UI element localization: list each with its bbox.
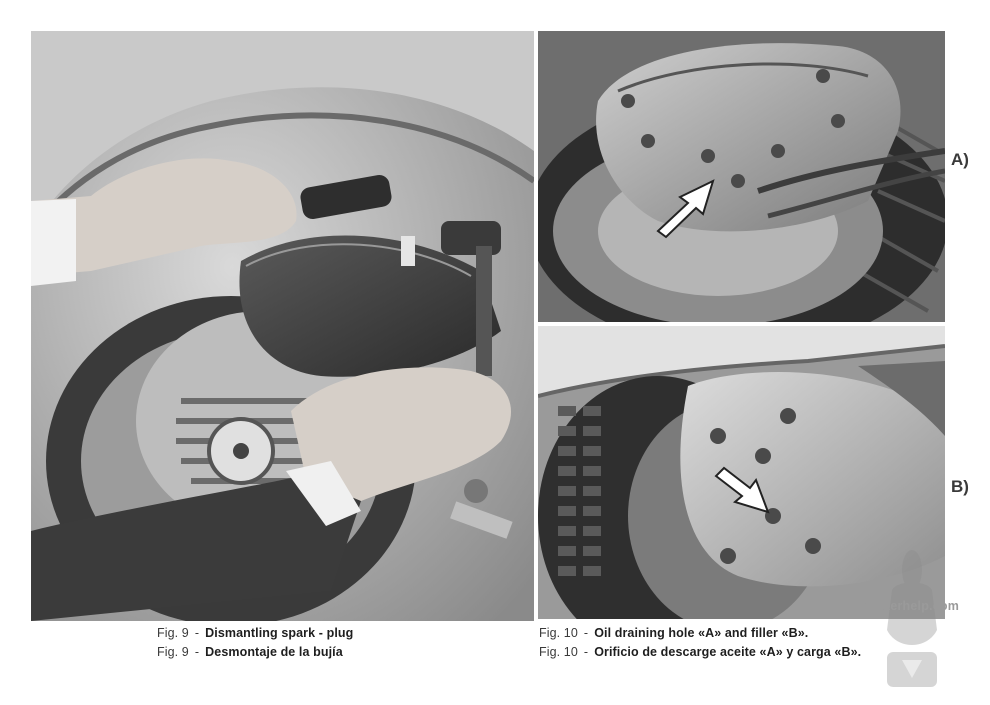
fig-title: Desmontaje de la bujía <box>205 645 343 659</box>
photo-label-b: B) <box>951 477 969 496</box>
watermark-text: scooterhelp.com <box>856 599 960 613</box>
caption-line: Fig. 9 - Dismantling spark - plug <box>157 626 354 640</box>
caption-line: Fig. 9 - Desmontaje de la bujía <box>157 645 343 659</box>
photo-label-a: A) <box>951 150 969 169</box>
fig-number: Fig. 10 <box>539 626 578 640</box>
fig9-caption <box>157 624 353 662</box>
fig10a-photo <box>538 31 945 322</box>
fig-number: Fig. 9 <box>157 626 189 640</box>
fig10-caption <box>539 624 861 662</box>
caption-line: Fig. 10 - Orificio de descarge aceite «A» y carga «B». <box>539 645 862 659</box>
fig-number: Fig. 10 <box>539 645 578 659</box>
watermark-logo <box>852 540 987 690</box>
fig-title: Oil draining hole «A» and filler «B». <box>594 626 809 640</box>
fig-title: Dismantling spark - plug <box>205 626 354 640</box>
fig9-photo <box>31 31 534 621</box>
fig-number: Fig. 9 <box>157 645 189 659</box>
fig-title: Orificio de descarge aceite «A» y carga «B». <box>594 645 862 659</box>
caption-line: Fig. 10 - Oil draining hole «A» and filler «B». <box>539 626 809 640</box>
